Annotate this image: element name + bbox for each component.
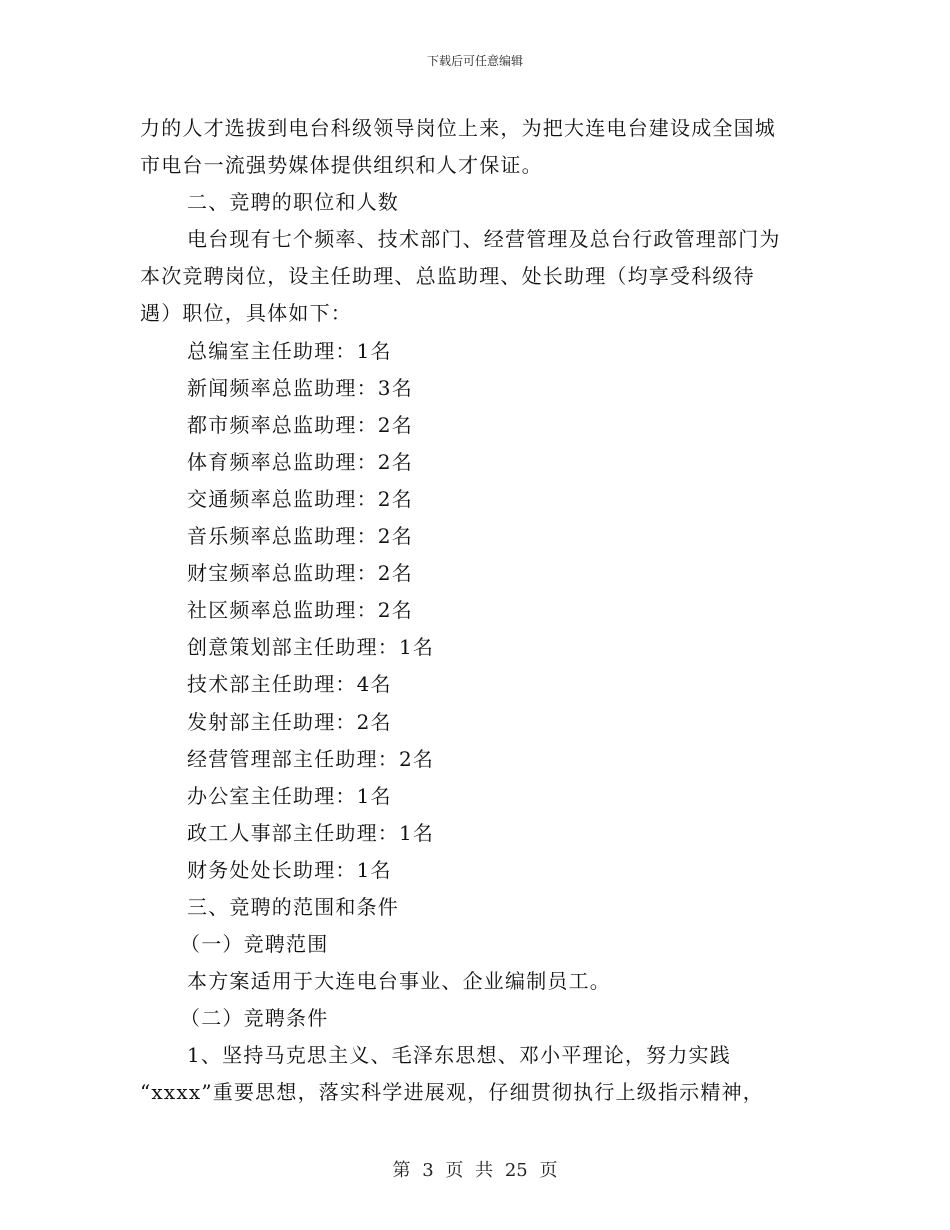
position-item: 社区频率总监助理：2名 xyxy=(187,598,413,623)
document-body xyxy=(140,110,820,1112)
position-item: 发射部主任助理：2名 xyxy=(187,709,392,734)
position-item: 交通频率总监助理：2名 xyxy=(187,486,413,511)
position-item: 创意策划部主任助理：1名 xyxy=(187,635,435,660)
paragraph-line: 1、坚持马克思主义、毛泽东思想、邓小平理论，努力实践 xyxy=(187,1043,731,1068)
paragraph-line: “xxxx”重要思想，落实科学进展观，仔细贯彻执行上级指示精神， xyxy=(140,1080,764,1105)
position-item: 总编室主任助理：1名 xyxy=(187,338,392,363)
paragraph-line: 力的人才选拔到电台科级领导岗位上来，为把大连电台建设成全国城 xyxy=(140,116,776,140)
paragraph-line: 电台现有七个频率、技术部门、经营管理及总台行政管理部门为 xyxy=(187,227,781,252)
position-item: 政工人事部主任助理：1名 xyxy=(187,820,435,845)
position-item: 新闻频率总监助理：3名 xyxy=(187,375,413,400)
position-item: 办公室主任助理：1名 xyxy=(187,783,392,808)
position-item: 体育频率总监助理：2名 xyxy=(187,449,413,474)
paragraph-line: 遇）职位，具体如下： xyxy=(140,301,352,326)
paragraph-line: 市电台一流强势媒体提供组织和人才保证。 xyxy=(140,153,543,178)
position-item: 都市频率总监助理：2名 xyxy=(187,412,413,437)
paragraph-line: 本方案适用于大连电台事业、企业编制员工。 xyxy=(187,969,611,994)
section-heading: 二、竞聘的职位和人数 xyxy=(187,190,399,215)
page-number: 第 3 页 共 25 页 xyxy=(392,1160,558,1181)
position-item: 技术部主任助理：4名 xyxy=(187,672,392,697)
subsection-heading: （一）竞聘范围 xyxy=(180,932,329,957)
page-header: 下载后可任意编辑 xyxy=(426,54,523,68)
section-heading: 三、竞聘的范围和条件 xyxy=(187,894,399,919)
position-item: 音乐频率总监助理：2名 xyxy=(187,524,413,549)
position-item: 经营管理部主任助理：2名 xyxy=(187,746,435,771)
paragraph-line: 本次竞聘岗位，设主任助理、总监助理、处长助理（均享受科级待 xyxy=(140,264,755,289)
position-item: 财务处处长助理：1名 xyxy=(187,857,392,882)
subsection-heading: （二）竞聘条件 xyxy=(180,1006,329,1031)
position-item: 财宝频率总监助理：2名 xyxy=(187,561,413,586)
